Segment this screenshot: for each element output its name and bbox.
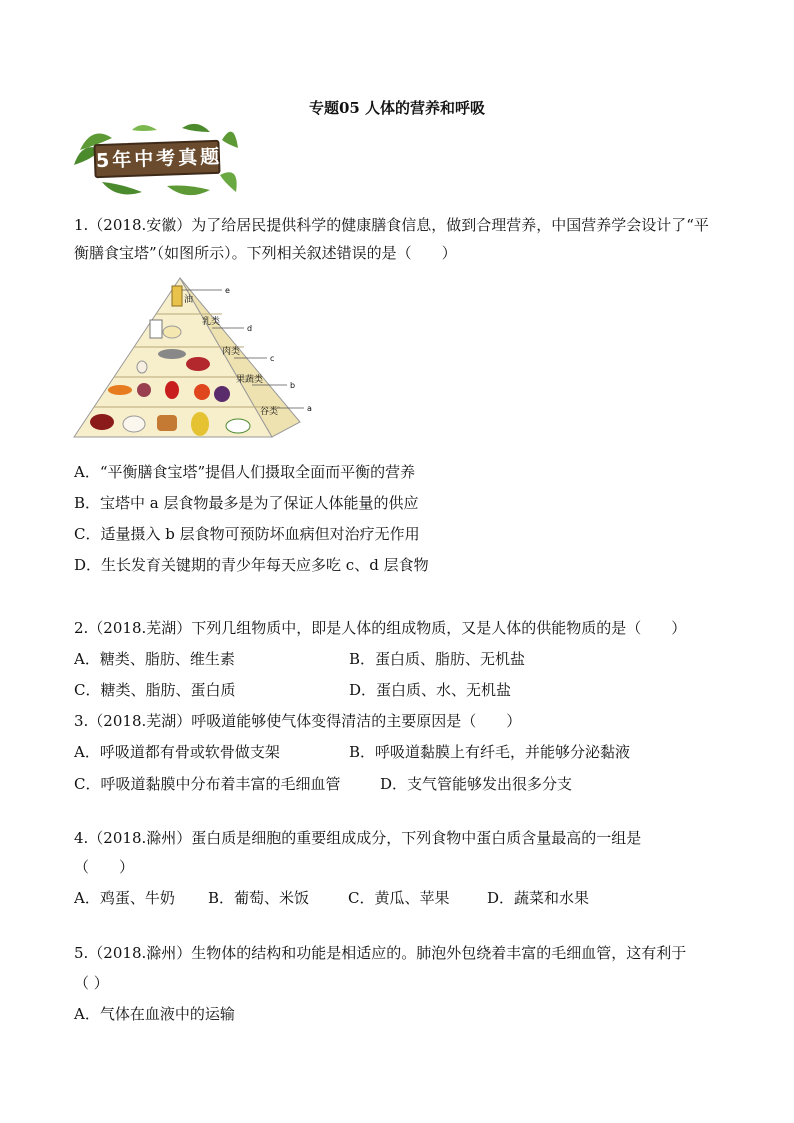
section-banner bbox=[72, 120, 240, 200]
q2-stem: 2.（2018.芜湖）下列几组物质中，即是人体的组成物质，又是人体的供能物质的是（ ） bbox=[74, 619, 687, 637]
q5-stem-line1: 5.（2018.滁州）生物体的结构和功能是相适应的。肺泡外包绕着丰富的毛细血管，这有利于 bbox=[74, 944, 687, 962]
q3-option-d: D．支气管能够发出很多分支 bbox=[380, 775, 573, 793]
q2-option-d: D．蛋白质、水、无机盐 bbox=[349, 681, 512, 699]
egg-icon bbox=[137, 361, 147, 373]
q3-option-c: C．呼吸道黏膜中分布着丰富的毛细血管 bbox=[74, 775, 341, 793]
q1-option-c: C．适量摄入 b 层食物可预防坏血病但对治疗无作用 bbox=[74, 525, 420, 543]
q2-option-b: B．蛋白质、脂肪、无机盐 bbox=[349, 650, 526, 668]
q4-option-b: B．葡萄、米饭 bbox=[208, 889, 310, 907]
q4-option-a: A．鸡蛋、牛奶 bbox=[74, 889, 175, 907]
q4-option-c: C．黄瓜、苹果 bbox=[348, 889, 450, 907]
layer-letter-e: e bbox=[225, 286, 230, 295]
layer-letter-c: c bbox=[270, 354, 275, 363]
rice-bowl-icon bbox=[226, 419, 250, 433]
q4-stem-line1: 4.（2018.滁州）蛋白质是细胞的重要组成成分，下列食物中蛋白质含量最高的一组是 bbox=[74, 829, 642, 847]
corn-icon bbox=[191, 412, 209, 436]
bread-icon bbox=[157, 415, 177, 431]
q1-stem-line2: 衡膳食宝塔”（如图所示）。下列相关叙述错误的是（ ） bbox=[74, 244, 457, 262]
layer-letter-b: b bbox=[290, 381, 296, 390]
q5-stem-line2: （ ） bbox=[74, 974, 109, 992]
carrot-icon bbox=[108, 385, 132, 395]
q1-option-d: D．生长发育关键期的青少年每天应多吃 c、d 层食物 bbox=[74, 556, 429, 574]
layer-label-dairy: 乳类 bbox=[202, 317, 221, 327]
liver-icon bbox=[90, 414, 114, 430]
q5-option-a: A．气体在血液中的运输 bbox=[74, 1005, 235, 1023]
layer-label-grain: 谷类 bbox=[260, 407, 279, 417]
fish-icon bbox=[158, 349, 186, 359]
q3-option-b: B．呼吸道黏膜上有纤毛，并能够分泌黏液 bbox=[349, 743, 631, 761]
layer-label-fruit-veg: 果蔬类 bbox=[236, 375, 264, 385]
q1-option-a: A．“平衡膳食宝塔”提倡人们摄取全面而平衡的营养 bbox=[74, 463, 416, 481]
oil-bottle-icon bbox=[172, 286, 182, 306]
grape-icon bbox=[214, 386, 230, 402]
q2-option-a: A．糖类、脂肪、维生素 bbox=[74, 650, 235, 668]
q3-stem: 3.（2018.芜湖）呼吸道能够使气体变得清洁的主要原因是（ ） bbox=[74, 712, 522, 730]
tomato-icon bbox=[194, 384, 210, 400]
milk-box-icon bbox=[150, 320, 162, 338]
banner-label: 5年中考真题 bbox=[93, 140, 220, 178]
cheese-icon bbox=[163, 326, 181, 338]
q2-option-c: C．糖类、脂肪、蛋白质 bbox=[74, 681, 236, 699]
q1-option-b: B．宝塔中 a 层食物最多是为了保证人体能量的供应 bbox=[74, 494, 419, 512]
layer-letter-a: a bbox=[307, 404, 312, 413]
layer-label-meat: 肉类 bbox=[222, 347, 241, 357]
layer-label-oil: 油 bbox=[184, 295, 194, 305]
q1-stem-line1: 1.（2018.安徽）为了给居民提供科学的健康膳食信息，做到合理营养，中国营养学会设计了“平 bbox=[74, 216, 709, 234]
onion-icon bbox=[137, 383, 151, 397]
meat-icon bbox=[186, 357, 210, 371]
layer-letter-d: d bbox=[247, 324, 253, 333]
food-pyramid-figure bbox=[72, 272, 322, 447]
q4-stem-line2: （ ） bbox=[74, 858, 135, 876]
page-title: 专题05 人体的营养和呼吸 bbox=[308, 99, 486, 117]
pepper-icon bbox=[165, 381, 179, 399]
bun-icon bbox=[123, 416, 145, 432]
q4-option-d: D．蔬菜和水果 bbox=[487, 889, 590, 907]
q3-option-a: A．呼吸道都有骨或软骨做支架 bbox=[74, 743, 280, 761]
